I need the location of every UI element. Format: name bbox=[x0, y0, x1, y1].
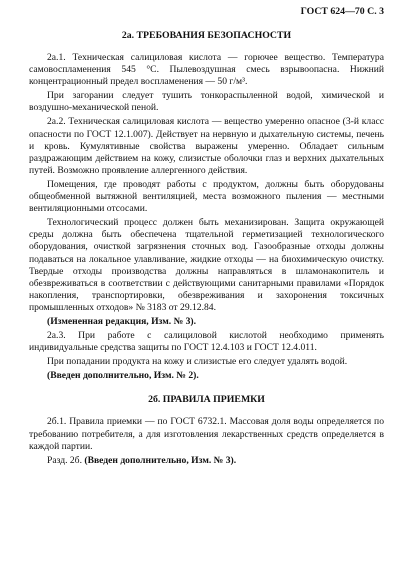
paragraph-2a3: 2а.3. При работе с салициловой кислотой необходимо применять индивидуальные средства защиты по ГОСТ 12.4.103 и ГОСТ 12.4.011. bbox=[29, 330, 384, 354]
section-title-safety: 2а. ТРЕБОВАНИЯ БЕЗОПАСНОСТИ bbox=[121, 30, 292, 41]
paragraph-skin-contact: При попадании продукта на кожу и слизистые его следует удалять водой. bbox=[47, 356, 348, 368]
paragraph-2b1: 2б.1. Правила приемки — по ГОСТ 6732.1. Массовая доля воды определяется по требованию потребителя, а для изготовления лекарственных средств определяется в каждой партии. bbox=[29, 416, 384, 452]
paragraph-fire: При загорании следует тушить тонкораспыленной водой, химической и воздушно-механической пеной. bbox=[29, 90, 384, 114]
final-prefix: Разд. 2б. bbox=[47, 454, 82, 466]
running-head: ГОСТ 624—70 С. 3 bbox=[300, 6, 384, 17]
section-title-acceptance: 2б. ПРАВИЛА ПРИЕМКИ bbox=[148, 394, 265, 406]
amendment-note-2: (Введен дополнительно, Изм. № 2). bbox=[47, 370, 199, 382]
paragraph-2a2: 2а.2. Техническая салициловая кислота — вещество умеренно опасное (3-й класс опасности по ГОСТ 12.1.007). Действует на нервную и дыхательную системы, печень и кровь. Кумулятивные свойства выражены умеренно. Обладает сильным раздражающим действием на кожу, слизистые оболочки глаз и верхних дыхательных путей. Возможно проявление аллергенного действия. bbox=[29, 116, 384, 176]
paragraph-final bbox=[29, 455, 384, 467]
amendment-note-3: (Измененная редакция, Изм. № 3). bbox=[47, 315, 197, 327]
paragraph-process: Технологический процесс должен быть механизирован. Защита окружающей среды должна быть обеспечена тщательной герметизацией технологического оборудования, очисткой загрязнения сточных вод. Газообразные отходы должны подаваться на локальное улавливание, жидкие отходы — на биохимическую очистку. Твердые отходы производства должны направляться в шламонакопитель и обезвреживаться в соответствии с действующими санитарными правилами «Порядок накопления, транспортировки, обезвреживания и захоронения токсичных промышленных отходов» № 3183 от 29.12.84. bbox=[29, 217, 384, 313]
paragraph-ventilation: Помещения, где проводят работы с продуктом, должны быть оборудованы общеобменной вытяжной вентиляцией, места возможного пыления — местными вентиляционными отсосами. bbox=[29, 178, 384, 215]
paragraph-2a1: 2а.1. Техническая салициловая кислота — горючее вещество. Температура самовоспламенения 545 °С. Пылевоздушная смесь взрывоопасна. Нижний концентрационный предел воспламенения — 50 г/м³. bbox=[29, 52, 384, 88]
final-amendment-note: (Введен дополнительно, Изм. № 3). bbox=[84, 454, 237, 466]
